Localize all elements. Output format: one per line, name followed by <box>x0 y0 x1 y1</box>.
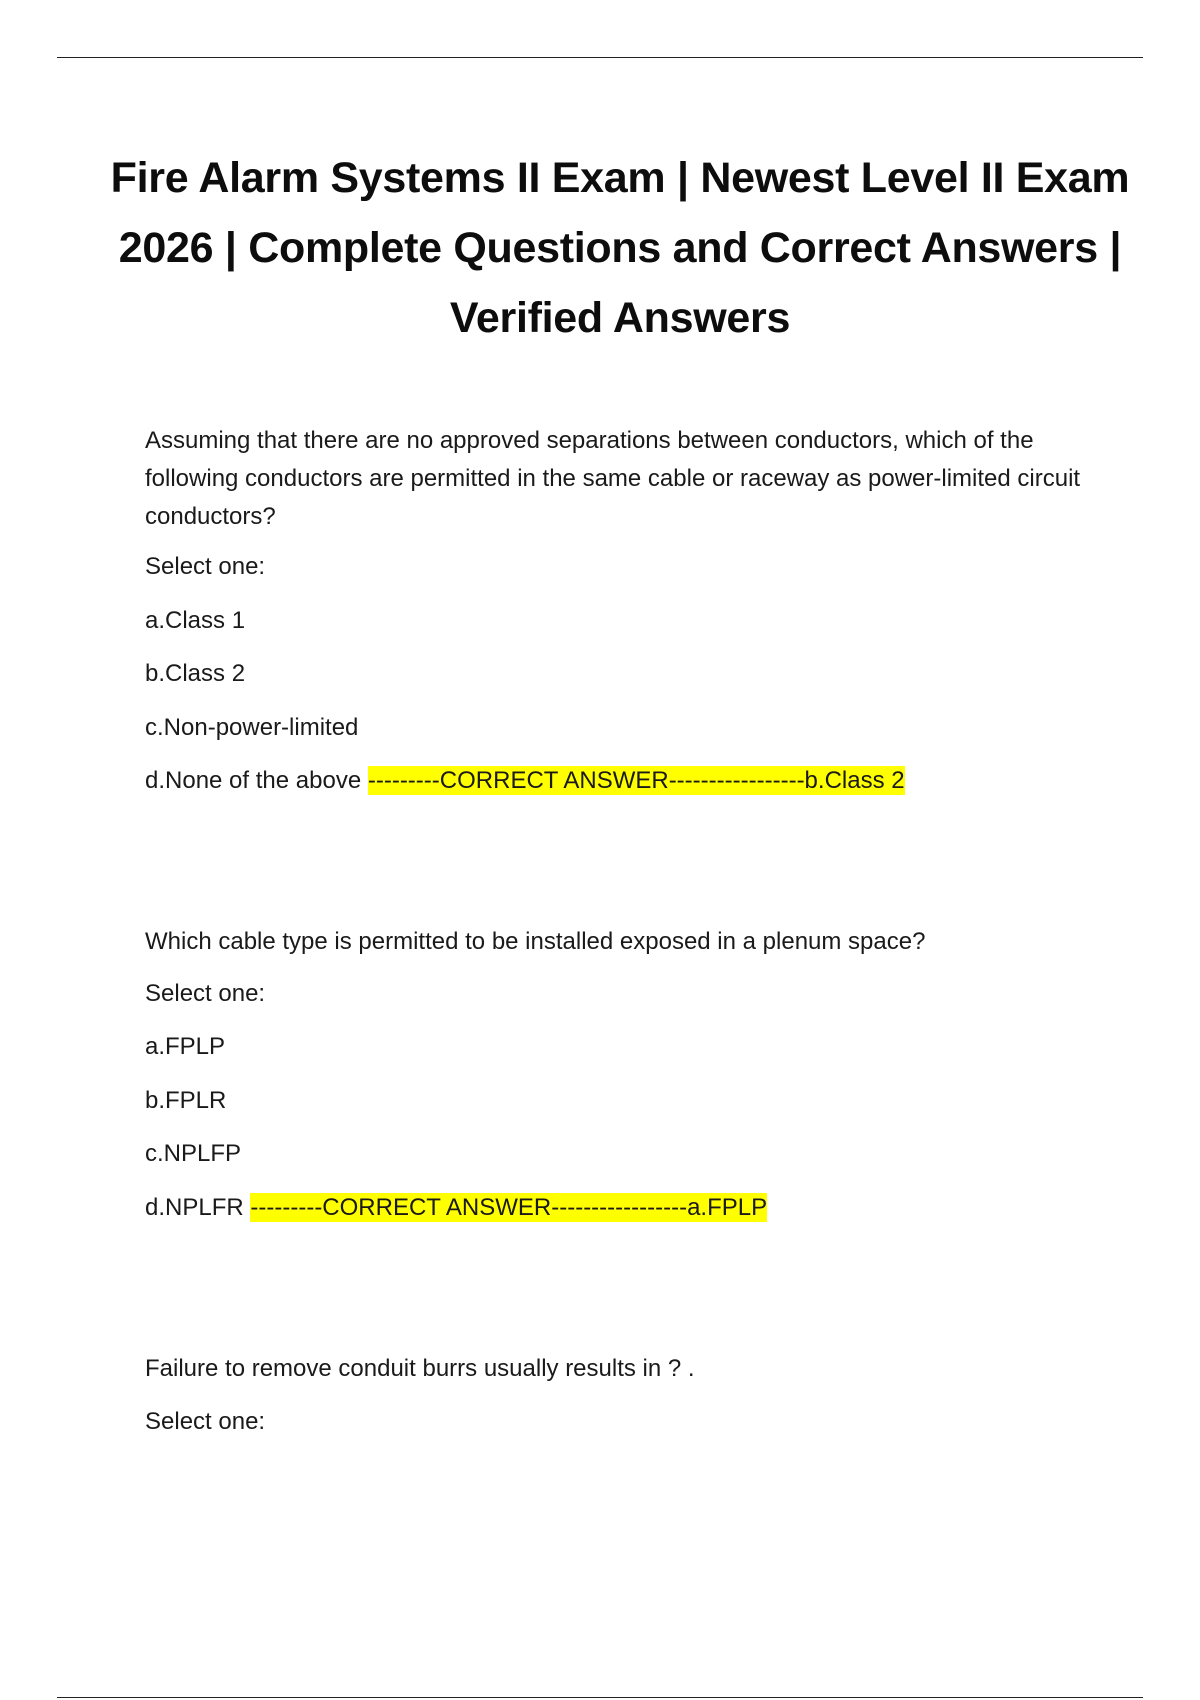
question-3-select-label: Select one: <box>145 1408 266 1435</box>
question-1-text: Assuming that there are no approved separations between conductors, which of the following conductors are permitted in the same cable or raceway as power-limited circuit conductors? <box>145 427 1081 530</box>
question-2-option-b: b.FPLR <box>145 1087 227 1114</box>
header-rule <box>57 57 1143 58</box>
question-1-option-d: d.None of the above <box>145 767 362 794</box>
question-2-option-d-row <box>145 1192 767 1224</box>
document-title: Fire Alarm Systems II Exam | Newest Level II Exam 2026 | Complete Questions and Correct Answers | Verified Answers <box>110 154 1130 342</box>
question-3-text: Failure to remove conduit burrs usually results in ? . <box>145 1355 695 1382</box>
question-2-correct-answer: ---------CORRECT ANSWER-----------------a.FPLP <box>250 1194 768 1221</box>
question-2-option-c: c.NPLFP <box>145 1140 242 1167</box>
question-1-option-a: a.Class 1 <box>145 607 246 634</box>
question-2-option-d: d.NPLFR <box>145 1194 244 1221</box>
question-2-select-label: Select one: <box>145 980 266 1007</box>
question-1-option-d-row <box>145 765 905 797</box>
question-1-correct-answer: ---------CORRECT ANSWER-----------------b.Class 2 <box>367 767 905 794</box>
question-1-option-c: c.Non-power-limited <box>145 714 359 741</box>
question-1-option-b: b.Class 2 <box>145 660 246 687</box>
question-2-text: Which cable type is permitted to be installed exposed in a plenum space? <box>145 928 926 955</box>
question-2-option-a: a.FPLP <box>145 1033 226 1060</box>
footer-rule <box>57 1697 1143 1698</box>
question-1-select-label: Select one: <box>145 553 266 580</box>
